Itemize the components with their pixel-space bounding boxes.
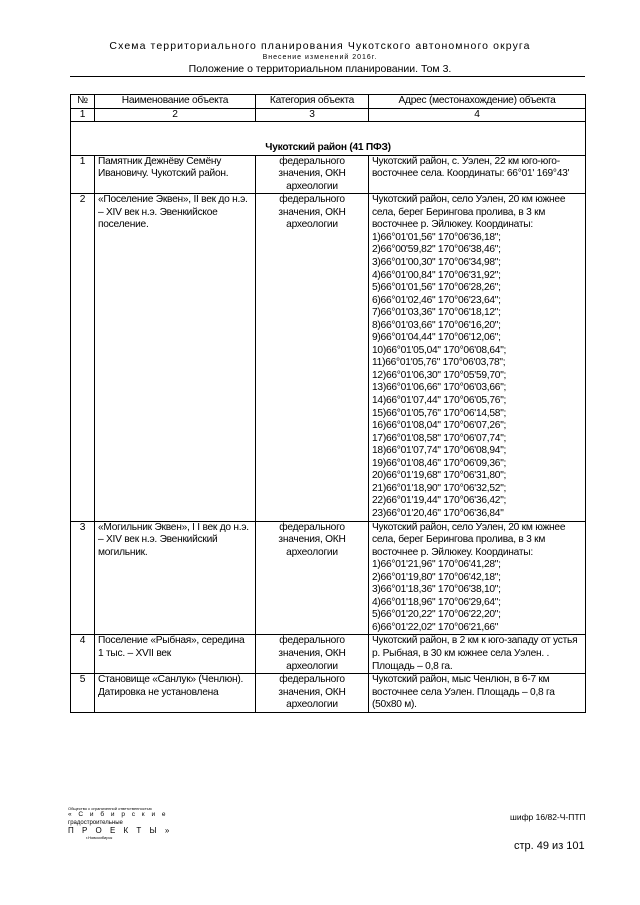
coordinate-line: 7)66°01'03,36" 170°06'18,12"; (372, 307, 501, 319)
table-spacer-row (71, 122, 586, 143)
coordinate-line: 2)66°00'59,82" 170°06'38,46"; (372, 244, 501, 256)
object-address: Чукотский район, с. Уэлен, 22 км юго-юго-восточнее села. Координаты: 66°01' 169°43' (369, 155, 586, 194)
coordinate-line: 3)66°01'18,36" 170°06'38,10"; (372, 584, 501, 596)
coordinate-line: 17)66°01'08,58" 170°06'07,74"; (372, 432, 507, 444)
header-cell-number: № (71, 95, 95, 109)
coordinate-line: 18)66°01'07,74" 170°06'08,94"; (372, 445, 507, 457)
row-number: 2 (71, 194, 95, 521)
column-number-cell: 1 (71, 108, 95, 122)
logo-line-company-type: Общество с ограниченной ответственностью (68, 806, 152, 811)
document-cipher: шифр 16/82-Ч-ПТП (510, 812, 586, 822)
table-header-row (71, 95, 586, 109)
header-cell-name: Наименование объекта (95, 95, 256, 109)
coordinate-line: 15)66°01'05,76" 170°06'14,58"; (372, 407, 507, 419)
logo-line-city: г.Новосибирск (86, 835, 113, 840)
coordinate-line: 9)66°01'04,44" 170°06'12,06"; (372, 332, 501, 344)
coordinate-line: 14)66°01'07,44" 170°06'05,76"; (372, 395, 507, 407)
row-number: 5 (71, 674, 95, 713)
coordinate-line: 10)66°01'05,04" 170°06'08,64"; (372, 344, 507, 356)
coordinate-line: 21)66°01'18,90" 170°06'32,52"; (372, 482, 507, 494)
coordinate-line: 4)66°01'00,84" 170°06'31,92"; (372, 269, 501, 281)
row-number: 1 (71, 155, 95, 194)
document-title: Схема территориального планирования Чукотского автономного округа (109, 40, 531, 52)
object-category: федерального значения, ОКН археологии (256, 155, 369, 194)
coordinate-line: 22)66°01'19,44" 170°06'36,42"; (372, 495, 507, 507)
column-number-cell: 2 (95, 108, 256, 122)
object-address: Чукотский район, село Уэлен, 20 км южнее села, берег Берингова пролива, в 3 км восточнее р. Эйлюкеу. Координаты: (372, 194, 566, 231)
object-name: Памятник Дежнёву Семёну Ивановичу. Чукотский район. (95, 155, 256, 194)
table-row (71, 194, 586, 521)
coordinate-line: 1)66°01'21,96" 170°06'41,28"; (372, 559, 501, 571)
object-name: «Поселение Эквен», II век до н.э. – XIV век н.э. Эвенкийское поселение. (95, 194, 256, 521)
table-row (71, 635, 586, 674)
object-category: федерального значения, ОКН археологии (256, 635, 369, 674)
object-address-cell (369, 194, 586, 521)
coordinate-line: 23)66°01'20,46" 170°06'36,84" (372, 507, 504, 519)
objects-table (70, 94, 586, 713)
table-column-numbers-row (71, 108, 586, 122)
object-name: «Могильник Эквен», I I век до н.э. – XIV век н.э. Эвенкийский могильник. (95, 521, 256, 635)
table-row (71, 674, 586, 713)
coordinate-line: 6)66°01'02,46" 170°06'23,64"; (372, 294, 501, 306)
page-number: стр. 49 из 101 (514, 840, 585, 852)
header-divider (70, 76, 585, 77)
coordinate-line: 4)66°01'18,96" 170°06'29,64"; (372, 596, 501, 608)
column-number-cell: 3 (256, 108, 369, 122)
coordinate-line: 16)66°01'08,04" 170°06'07,26"; (372, 420, 507, 432)
coordinate-line: 5)66°01'20,22" 170°06'22,20"; (372, 609, 501, 621)
spacer-cell (71, 122, 586, 143)
object-name: Становище «Санлук» (Ченлюн). Датировка не установлена (95, 674, 256, 713)
document-subtitle: Внесение изменений 2016г. (262, 54, 378, 61)
coordinate-list (372, 559, 582, 634)
object-category: федерального значения, ОКН археологии (256, 194, 369, 521)
coordinate-line: 6)66°01'22,02" 170°06'21,66" (372, 621, 499, 633)
coordinate-line: 8)66°01'03,66" 170°06'16,20"; (372, 319, 501, 331)
object-address: Чукотский район, мыс Ченлюн, в 6-7 км восточнее села Уэлен. Площадь – 0,8 га (50х80 м). (369, 674, 586, 713)
coordinate-line: 19)66°01'08,46" 170°06'09,36"; (372, 457, 507, 469)
district-name: Чукотский район (41 ПФЗ) (71, 142, 586, 155)
district-row (71, 142, 586, 155)
column-number-cell: 4 (369, 108, 586, 122)
company-logo (68, 806, 172, 840)
header-cell-category: Категория объекта (256, 95, 369, 109)
table-row (71, 155, 586, 194)
logo-line-name-2: градостроительные (68, 820, 123, 826)
coordinate-list (372, 232, 582, 521)
logo-line-name-3: П Р О Е К Т Ы » (68, 826, 173, 835)
object-address: Чукотский район, село Уэлен, 20 км южнее села, берег Берингова пролива, в 3 км восточнее р. Эйлюкеу. Координаты: (372, 521, 566, 558)
coordinate-line: 13)66°01'06,66" 170°06'03,66"; (372, 382, 507, 394)
object-address: Чукотский район, в 2 км к юго-западу от устья р. Рыбная, в 30 км южнее села Уэлен. . Площадь – 0,8 га. (369, 635, 586, 674)
document-volume: Положение о территориальном планировании. Том 3. (188, 63, 452, 75)
table-row (71, 521, 586, 635)
object-address-cell (369, 521, 586, 635)
coordinate-line: 5)66°01'01,56" 170°06'28,26"; (372, 282, 501, 294)
coordinate-line: 20)66°01'19,68" 170°06'31,80"; (372, 470, 507, 482)
coordinate-line: 2)66°01'19,80" 170°06'42,18"; (372, 571, 501, 583)
object-category: федерального значения, ОКН археологии (256, 521, 369, 635)
coordinate-line: 3)66°01'00,30" 170°06'34,98"; (372, 257, 501, 269)
logo-line-name-1: « С и б и р с к и е (68, 811, 169, 818)
coordinate-line: 12)66°01'06,30" 170°05'59,70"; (372, 369, 507, 381)
row-number: 3 (71, 521, 95, 635)
coordinate-line: 1)66°01'01,56" 170°06'36,18"; (372, 231, 501, 243)
header-cell-address: Адрес (местонахождение) объекта (369, 95, 586, 109)
coordinate-line: 11)66°01'05,76" 170°06'03,78"; (372, 357, 506, 369)
object-category: федерального значения, ОКН археологии (256, 674, 369, 713)
row-number: 4 (71, 635, 95, 674)
object-name: Поселение «Рыбная», середина 1 тыс. – XVII век (95, 635, 256, 674)
